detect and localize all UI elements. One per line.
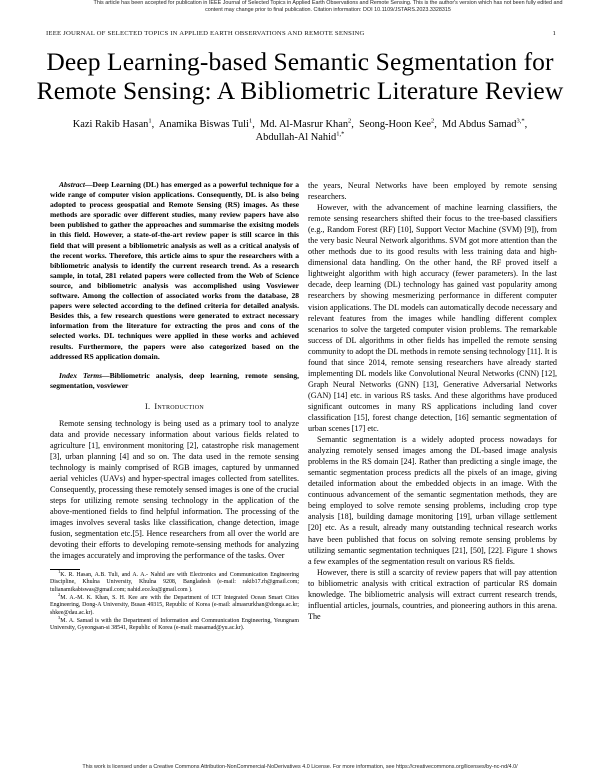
body-paragraph: Semantic segmentation is a widely adopted process nowadays for analyzing remotely sensed images among the DL-based image analysis problems in the RS domain [24]. Rather than predicting a single image, the semantic segmentation process predicts all the pixels of an image, giving detailed information about the embedded objects in an image. With the continuous advancement of the semantic segmentation methods, they are being employed to solve remote sensing problems, including crop type analysis [18], building damage monitoring [19], urban village settlement [20] etc. As a result, already many outstanding technical research works have been published that focus on solving remote sensing problems by utilizing semantic segmentation techniques [21], [50], [22]. Figure 1 shows a few examples of the segmentation result on various RS fields.	[308, 435, 557, 566]
author-separator: ,	[252, 119, 260, 130]
author-name: Md. Al-Masrur Khan	[260, 119, 349, 130]
author-affiliation-mark: 2	[348, 117, 352, 125]
footnote-text: K. R. Hasan, A.B. Tuli, and A. A.- Nahid are with Electronics and Communication Engineering Discipline, Khulna University, Khulna 9208, Bangladesh (e-mail: rakib17.rh@gmail.com; tulianamikabiswas@gmail.com; nahid.ece.ku@gmail.com ).	[50, 571, 299, 593]
abstract-text: —Deep Learning (DL) has emerged as a powerful technique for a wide range of computer vision applications. Consequently, DL is also being adopted to process geospatial and Remote Sensing (RS) images. As these methods are sporadic over different studies, many review papers have also been published to gather the approaches and summarise the exisitng models in this field. However, a state-of-the-art review paper is still scarce in this field that will present a bibliometric analysis as well as a critical analysis of the recent works. Therefore, this article aims to spur the researchers with a bibliometric analysis to identify the current research trend. As a research sample, in total, 281 related papers were collected from the Web of Science source, and bibliometric analysis was accomplished using Vosviewer software. Among the collection of associated works from the database, 28 papers were selected according to the defined criteria for detailed analysis. Besides this, a few research questions were generated to extract necessary information from the literature for extracting the pros and cons of the selected works. DL techniques were applied in these works and achieved results. Furthermore, the papers were also categorized based on the addressed RS application domain.	[50, 180, 299, 361]
footnote-mark: 3	[58, 614, 61, 620]
footnote	[50, 568, 299, 595]
body-paragraph: However, with the advancement of machine learning classifiers, the remote sensing researchers shifted their focus to the tree-based classifiers (e.g., Random Forest (RF) [10], Support Vector Machine (SVM) [9]), from the very basic Neural Network algorithms. SVM got more attention than the other methods due to its good results with less training data and high-dimensional data handling. On the other hand, the RF proved itself a lightweight algorithm with high accuracy (fewer parameters). In the last decade, deep learning (DL) technology has gained vast popularity among researchers by showing mesmerizing performance in different computer vision applications. The DL models can automatically decode necessary and relevant features from the images while handling different complex scenarios to solve the targeted computer vision problems. The remarkable success of DL algorithms in other fields has impelled the remote sensing community to adopt the DL methods in remote sensing technology [11]. It is found that since 2014, remote sensing researchers have already started implementing DL models like Convolutional Neural Networks (CNN) [12], Graph Neural Networks (GNN) [13], Generative Adversarial Networks (GAN) [14] etc. in various RS tasks. And these algorithms have produced significant outcomes in many RS applications including land cover classification [15], forest change detection, [16] semantic segmentation of urban scenes [17] etc.	[308, 203, 557, 434]
journal-name: IEEE JOURNAL OF SELECTED TOPICS IN APPLIED EARTH OBSERVATIONS AND REMOTE SENSING	[46, 30, 365, 37]
body-paragraph: However, there is still a scarcity of review papers that will pay attention to bibliometric analysis with critical extraction of particular RS domain knowledge. The bibliometric analysis will extract current research trends, influential articles, journals, countries, and pioneering authors in this arena. The	[308, 567, 557, 621]
page-number: 1	[552, 30, 556, 37]
footnote-text: M. A.-M. K. Khan, S. H. Kee are with the Department of ICT Integrated Ocean Smart Cities Engineering, Dong-A University, Busan 49315, Republic of Korea (e-mail: almasrurkhan@donga.ac.kr; shkee@dau.ac.kr).	[50, 594, 299, 617]
author-separator: ,	[351, 119, 360, 130]
acceptance-notice-line1: This article has been accepted for publication in IEEE Journal of Selected Topics in Applied Earth Observations and Remote Sensing. This is the author's version which has not been fully edited and	[93, 0, 563, 6]
abstract-label: Abstract	[59, 180, 85, 189]
author-separator: ,	[151, 119, 159, 130]
author-name: Md Abdus Samad	[441, 119, 517, 130]
title-line-1: Deep Learning-based Semantic Segmentation for	[46, 47, 554, 76]
acceptance-notice-line2: content may change prior to final publication. Citation information: DOI 10.1109/JSTARS.2023.3328315	[205, 7, 451, 14]
index-terms	[50, 371, 299, 391]
author-affiliation-mark: 3,*	[516, 117, 525, 125]
author-name: Abdullah-Al Nahid	[255, 132, 337, 144]
footnote-mark: 1	[58, 568, 61, 574]
section-title: Introduction	[154, 401, 205, 411]
author-list	[30, 118, 570, 144]
left-column	[50, 180, 299, 633]
author-name: Kazi Rakib Hasan	[72, 119, 149, 130]
body-paragraph: the years, Neural Networks have been employed by remote sensing researchers.	[308, 181, 557, 202]
paper-title	[30, 47, 570, 105]
right-column	[308, 180, 557, 622]
author-affiliation-mark: 1	[148, 117, 152, 125]
footnote-text: M. A. Samad is with the Department of Information and Communication Engineering, Yeungnam University, Gyeongsan-si 38541, Republic of Korea (e-mail: masamad@yu.ac.kr).	[50, 617, 299, 632]
author-affiliation-mark: 1,*	[336, 130, 345, 138]
author-name: Anamika Biswas Tuli	[158, 119, 249, 130]
section-number: I.	[144, 401, 151, 411]
running-head	[46, 30, 556, 37]
footnote-mark: 2	[58, 591, 61, 597]
author-separator: ,	[434, 119, 442, 130]
author-separator: ,	[524, 119, 528, 130]
author-affiliation-mark: 2	[430, 117, 435, 125]
footnote	[50, 591, 299, 618]
footnote	[50, 614, 299, 633]
body-paragraph: Remote sensing technology is being used as a primary tool to analyze data and provide necessary information about various fields related to agriculture [1], environment monitoring [2], catastrophe risk management [3], urban planning [4] and so on. The data used in the remote sensing technology is mainly comprised of RGB images, captured by unmanned aerial vehicles (UAVs) and hyper-spectral images collected from satellites. Consequently, processing these remotely sensed images is one of the crucial steps for utilizing remote sensing technology in the application of the above-mentioned fields to find helpful information. The processing of the images involves several tasks like classification, change detection, image fusion, segmentation etc.[5]. Hence researchers from all over the world are devoting their efforts to developing remote-sensing methods for analyzing the images accurately and improving the performance of the tasks. Over	[50, 418, 299, 561]
index-terms-label: Index Terms	[59, 370, 103, 380]
title-line-2: Remote Sensing: A Bibliometric Literature Review	[36, 76, 564, 105]
author-affiliation-mark: 1	[248, 117, 253, 125]
left-body-text	[50, 418, 299, 562]
license-notice: This work is licensed under a Creative Commons Attribution-NonCommercial-NoDerivatives 4.0 License. For more information, see https://creativecommons.org/licenses/by-nc-nd/4.0/	[82, 764, 518, 770]
abstract	[50, 180, 299, 362]
author-name: Seong-Hoon Kee	[359, 119, 431, 130]
footnote-rule	[50, 569, 80, 570]
section-heading-introduction	[50, 401, 299, 412]
footnotes	[50, 568, 299, 634]
acceptance-notice	[58, 0, 598, 14]
index-terms-text: —Bibliometric analysis, deep learning, remote sensing, segmentation, vosviewer	[50, 370, 299, 390]
